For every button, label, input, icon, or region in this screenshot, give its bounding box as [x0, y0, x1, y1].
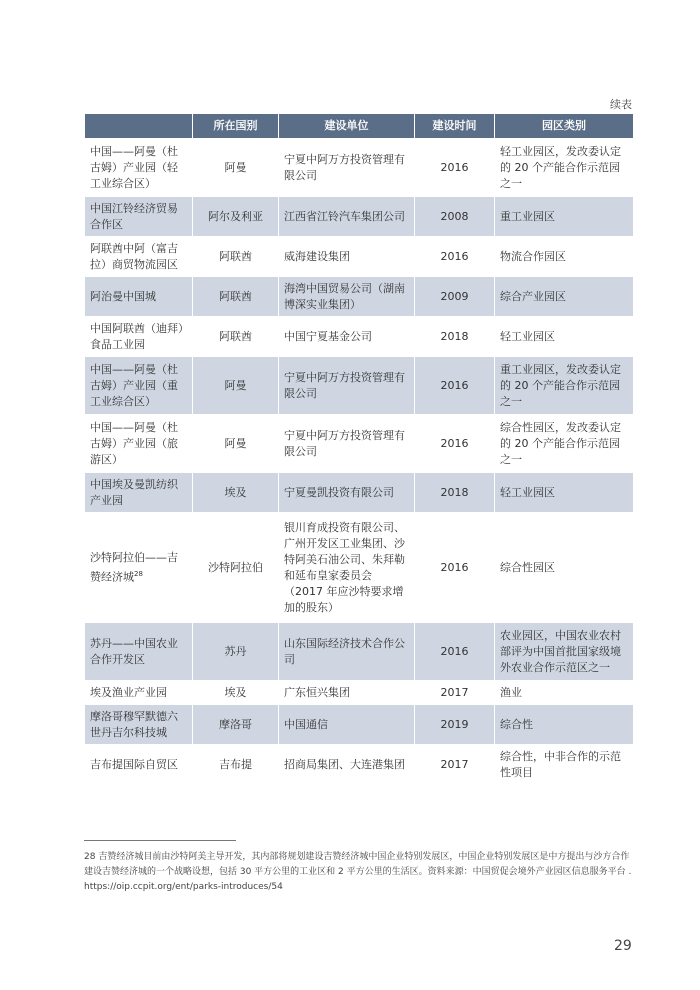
country-cell: 阿曼 [193, 415, 279, 473]
builder-cell: 中国宁夏基金公司 [279, 317, 415, 357]
builder-cell: 中国通信 [279, 705, 415, 745]
country-cell: 埃及 [193, 473, 279, 513]
country-cell: 阿曼 [193, 357, 279, 415]
country-cell: 阿曼 [193, 139, 279, 197]
builder-cell: 招商局集团、大连港集团 [279, 745, 415, 785]
country-cell: 埃及 [193, 681, 279, 705]
park-type-cell: 渔业 [495, 681, 634, 705]
builder-cell: 宁夏中阿万方投资管理有限公司 [279, 139, 415, 197]
park-type-cell: 物流合作园区 [495, 237, 634, 277]
page-number: 29 [614, 938, 632, 954]
park-name-cell: 中国——阿曼（杜古姆）产业园（重工业综合区） [85, 357, 193, 415]
park-name-cell: 中国——阿曼（杜古姆）产业园（轻工业综合区） [85, 139, 193, 197]
park-type-cell: 综合性 [495, 705, 634, 745]
table-row [85, 623, 634, 681]
header-year: 建设时间 [415, 114, 495, 139]
park-name-cell: 埃及渔业产业园 [85, 681, 193, 705]
table-row [85, 681, 634, 705]
park-name-cell: 阿治曼中国城 [85, 277, 193, 317]
country-cell: 阿联酋 [193, 277, 279, 317]
year-cell: 2018 [415, 473, 495, 513]
builder-cell: 山东国际经济技术合作公司 [279, 623, 415, 681]
year-cell: 2008 [415, 197, 495, 237]
industrial-park-table [84, 113, 634, 785]
park-type-cell: 综合产业园区 [495, 277, 634, 317]
country-cell: 阿联酋 [193, 317, 279, 357]
park-type-cell: 农业园区，中国农业农村部评为中国首批国家级境外农业合作示范区之一 [495, 623, 634, 681]
country-cell: 阿联酋 [193, 237, 279, 277]
continued-label: 续表 [610, 98, 632, 111]
park-name-cell: 苏丹——中国农业合作开发区 [85, 623, 193, 681]
year-cell: 2019 [415, 705, 495, 745]
header-builder: 建设单位 [279, 114, 415, 139]
table-row [85, 139, 634, 197]
table-row [85, 513, 634, 623]
header-country: 所在国别 [193, 114, 279, 139]
country-cell: 阿尔及利亚 [193, 197, 279, 237]
builder-cell: 银川育成投资有限公司、广州开发区工业集团、沙特阿美石油公司、朱拜勒和延布皇家委员会（2017 年应沙特要求增加的股东） [279, 513, 415, 623]
year-cell: 2016 [415, 623, 495, 681]
year-cell: 2017 [415, 681, 495, 705]
footnote-ref: 28 [134, 569, 143, 578]
table-row [85, 237, 634, 277]
table-row [85, 705, 634, 745]
year-cell: 2016 [415, 139, 495, 197]
park-type-cell: 轻工业园区，发改委认定的 20 个产能合作示范园之一 [495, 139, 634, 197]
park-type-cell: 综合性园区，发改委认定的 20 个产能合作示范园之一 [495, 415, 634, 473]
park-name-cell: 吉布提国际自贸区 [85, 745, 193, 785]
table-row [85, 197, 634, 237]
year-cell: 2018 [415, 317, 495, 357]
park-name-cell: 阿联酋中阿（富吉拉）商贸物流园区 [85, 237, 193, 277]
park-name-cell: 沙特阿拉伯——吉赞经济城$^{28}$ [85, 513, 193, 623]
year-cell: 2009 [415, 277, 495, 317]
table-header-row [85, 114, 634, 139]
builder-cell: 江西省江铃汽车集团公司 [279, 197, 415, 237]
builder-cell: 宁夏中阿万方投资管理有限公司 [279, 415, 415, 473]
builder-cell: 宁夏中阿万方投资管理有限公司 [279, 357, 415, 415]
year-cell: 2016 [415, 415, 495, 473]
header-type: 园区类别 [495, 114, 634, 139]
park-name-cell: 摩洛哥穆罕默德六世丹吉尔科技城 [85, 705, 193, 745]
table-row [85, 317, 634, 357]
table-row [85, 277, 634, 317]
builder-cell: 海湾中国贸易公司（湖南博深实业集团） [279, 277, 415, 317]
park-name-cell: 中国阿联酋（迪拜）食品工业园 [85, 317, 193, 357]
builder-cell: 威海建设集团 [279, 237, 415, 277]
country-cell: 苏丹 [193, 623, 279, 681]
table-row [85, 473, 634, 513]
builder-cell: 广东恒兴集团 [279, 681, 415, 705]
park-name-cell: 中国埃及曼凯纺织产业园 [85, 473, 193, 513]
park-name-cell: 中国——阿曼（杜古姆）产业园（旅游区） [85, 415, 193, 473]
year-cell: 2016 [415, 513, 495, 623]
park-type-cell: 综合性园区 [495, 513, 634, 623]
footnote: 28 吉赞经济城目前由沙特阿美主导开发，其内部将规划建设吉赞经济城中国企业特别发展区，中国企业特别发展区是中方提出与沙方合作建设吉赞经济城的一个战略设想，包括 30 平方公里的工业区和 2 平方公里的生活区。资料来源：中国贸促会境外产业园区信息服务平台 . https://oip.ccpit.org/ent/parks-introduces/54 [84, 852, 632, 892]
table-row [85, 415, 634, 473]
builder-cell: 宁夏曼凯投资有限公司 [279, 473, 415, 513]
park-name-cell: 中国江铃经济贸易合作区 [85, 197, 193, 237]
year-cell: 2017 [415, 745, 495, 785]
park-type-cell: 重工业园区 [495, 197, 634, 237]
footnote-divider [84, 840, 236, 841]
park-type-cell: 重工业园区，发改委认定的 20 个产能合作示范园之一 [495, 357, 634, 415]
park-type-cell: 综合性，中非合作的示范性项目 [495, 745, 634, 785]
header-name [85, 114, 193, 139]
park-type-cell: 轻工业园区 [495, 473, 634, 513]
table-row [85, 745, 634, 785]
country-cell: 沙特阿拉伯 [193, 513, 279, 623]
year-cell: 2016 [415, 357, 495, 415]
park-type-cell: 轻工业园区 [495, 317, 634, 357]
table-row [85, 357, 634, 415]
country-cell: 吉布提 [193, 745, 279, 785]
year-cell: 2016 [415, 237, 495, 277]
country-cell: 摩洛哥 [193, 705, 279, 745]
